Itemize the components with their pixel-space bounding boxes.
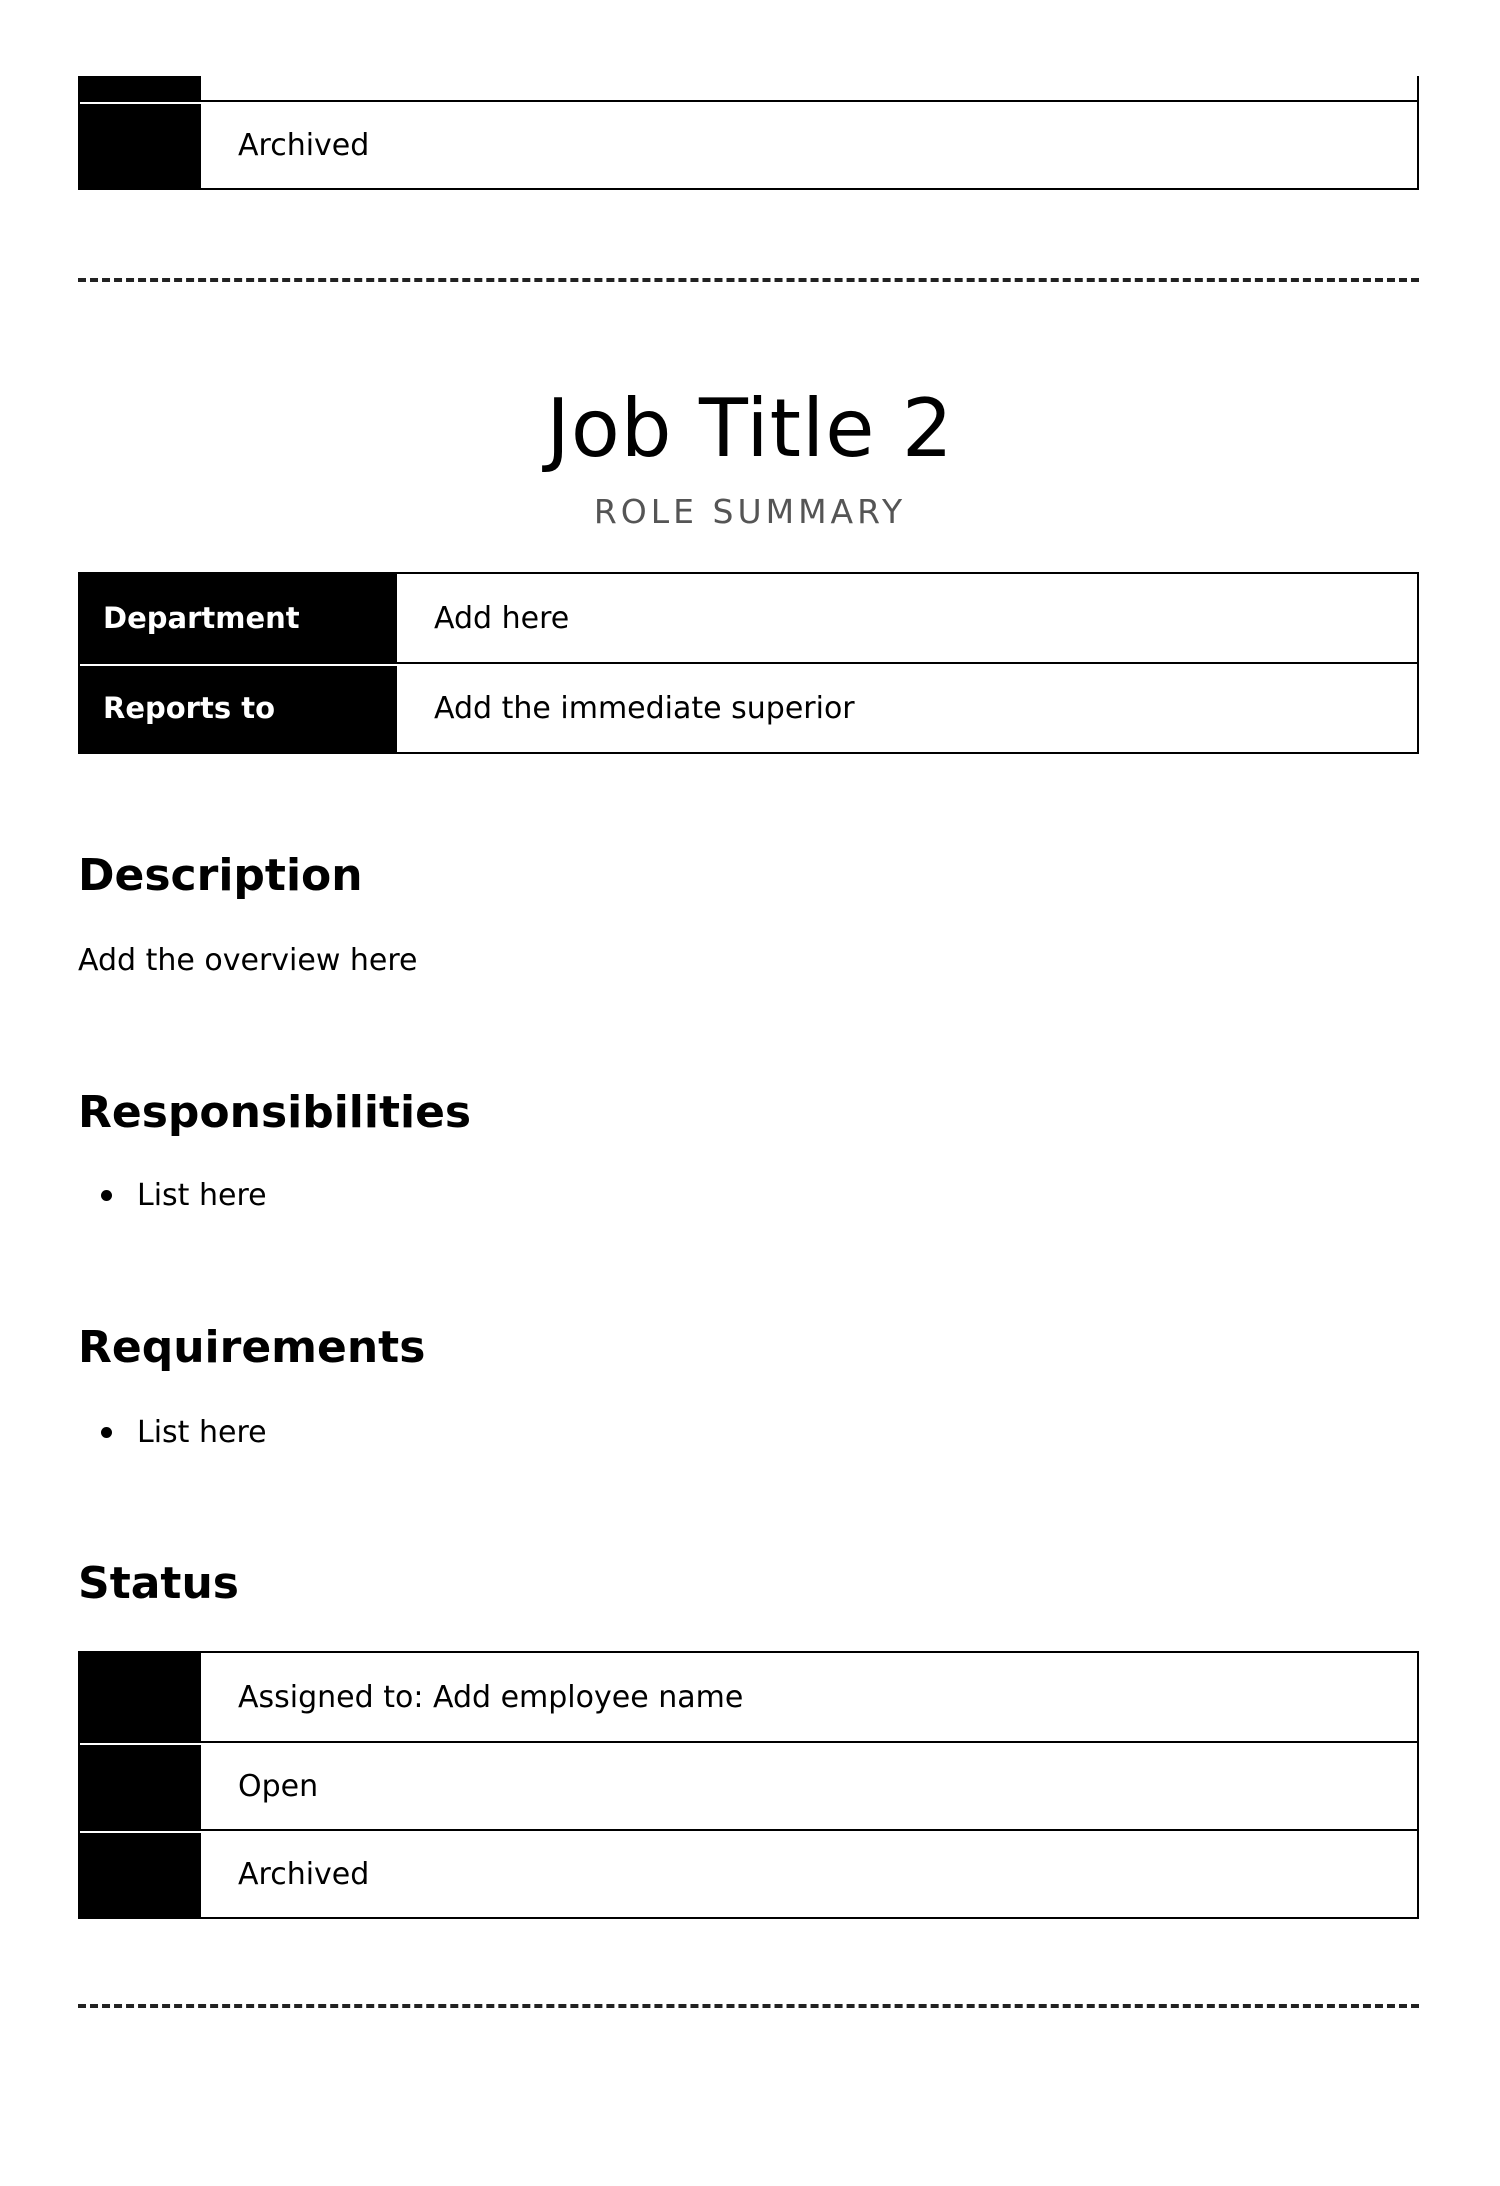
requirements-heading: Requirements bbox=[78, 1322, 426, 1373]
list-item[interactable] bbox=[78, 1178, 267, 1213]
page-title: Job Title 2 bbox=[546, 382, 954, 475]
role-info-table bbox=[78, 572, 1419, 754]
bullet-icon bbox=[101, 1190, 112, 1201]
status-table bbox=[78, 1651, 1419, 1919]
status-row-label[interactable]: Archived bbox=[238, 1856, 370, 1892]
status-row-marker[interactable] bbox=[80, 1653, 201, 1741]
status-row-marker[interactable] bbox=[80, 1743, 201, 1829]
status-row-open bbox=[80, 1741, 1417, 1829]
info-value[interactable]: Add the immediate superior bbox=[434, 690, 855, 726]
info-key: Reports to bbox=[80, 664, 397, 752]
status-row-label[interactable]: Open bbox=[238, 1768, 319, 1804]
responsibilities-heading: Responsibilities bbox=[78, 1087, 472, 1138]
status-row-label[interactable]: Assigned to: Add employee name bbox=[238, 1679, 744, 1715]
list-item-text: List here bbox=[137, 1415, 267, 1450]
section-divider bbox=[78, 2004, 1419, 2008]
info-row-department bbox=[80, 574, 1417, 662]
section-divider bbox=[78, 278, 1419, 282]
status-row-marker bbox=[80, 76, 201, 100]
page-subtitle: ROLE SUMMARY bbox=[593, 492, 907, 531]
requirements-list bbox=[78, 1415, 267, 1450]
responsibilities-list bbox=[78, 1178, 267, 1213]
info-value[interactable]: Add here bbox=[434, 600, 570, 636]
previous-status-table bbox=[78, 76, 1419, 190]
status-row bbox=[80, 76, 1417, 100]
status-row-assigned bbox=[80, 1653, 1417, 1741]
info-row-reports-to bbox=[80, 662, 1417, 752]
status-row-marker bbox=[80, 102, 201, 188]
list-item-text: List here bbox=[137, 1178, 267, 1213]
status-row-archived bbox=[80, 1829, 1417, 1917]
status-row-label bbox=[201, 76, 238, 100]
status-row-marker[interactable] bbox=[80, 1831, 201, 1917]
status-row bbox=[80, 100, 1417, 188]
status-row-label: Archived bbox=[238, 127, 370, 163]
bullet-icon bbox=[101, 1427, 112, 1438]
description-heading: Description bbox=[78, 850, 363, 901]
description-text[interactable]: Add the overview here bbox=[78, 943, 418, 978]
status-heading: Status bbox=[78, 1558, 239, 1609]
list-item[interactable] bbox=[78, 1415, 267, 1450]
info-key: Department bbox=[80, 574, 397, 662]
